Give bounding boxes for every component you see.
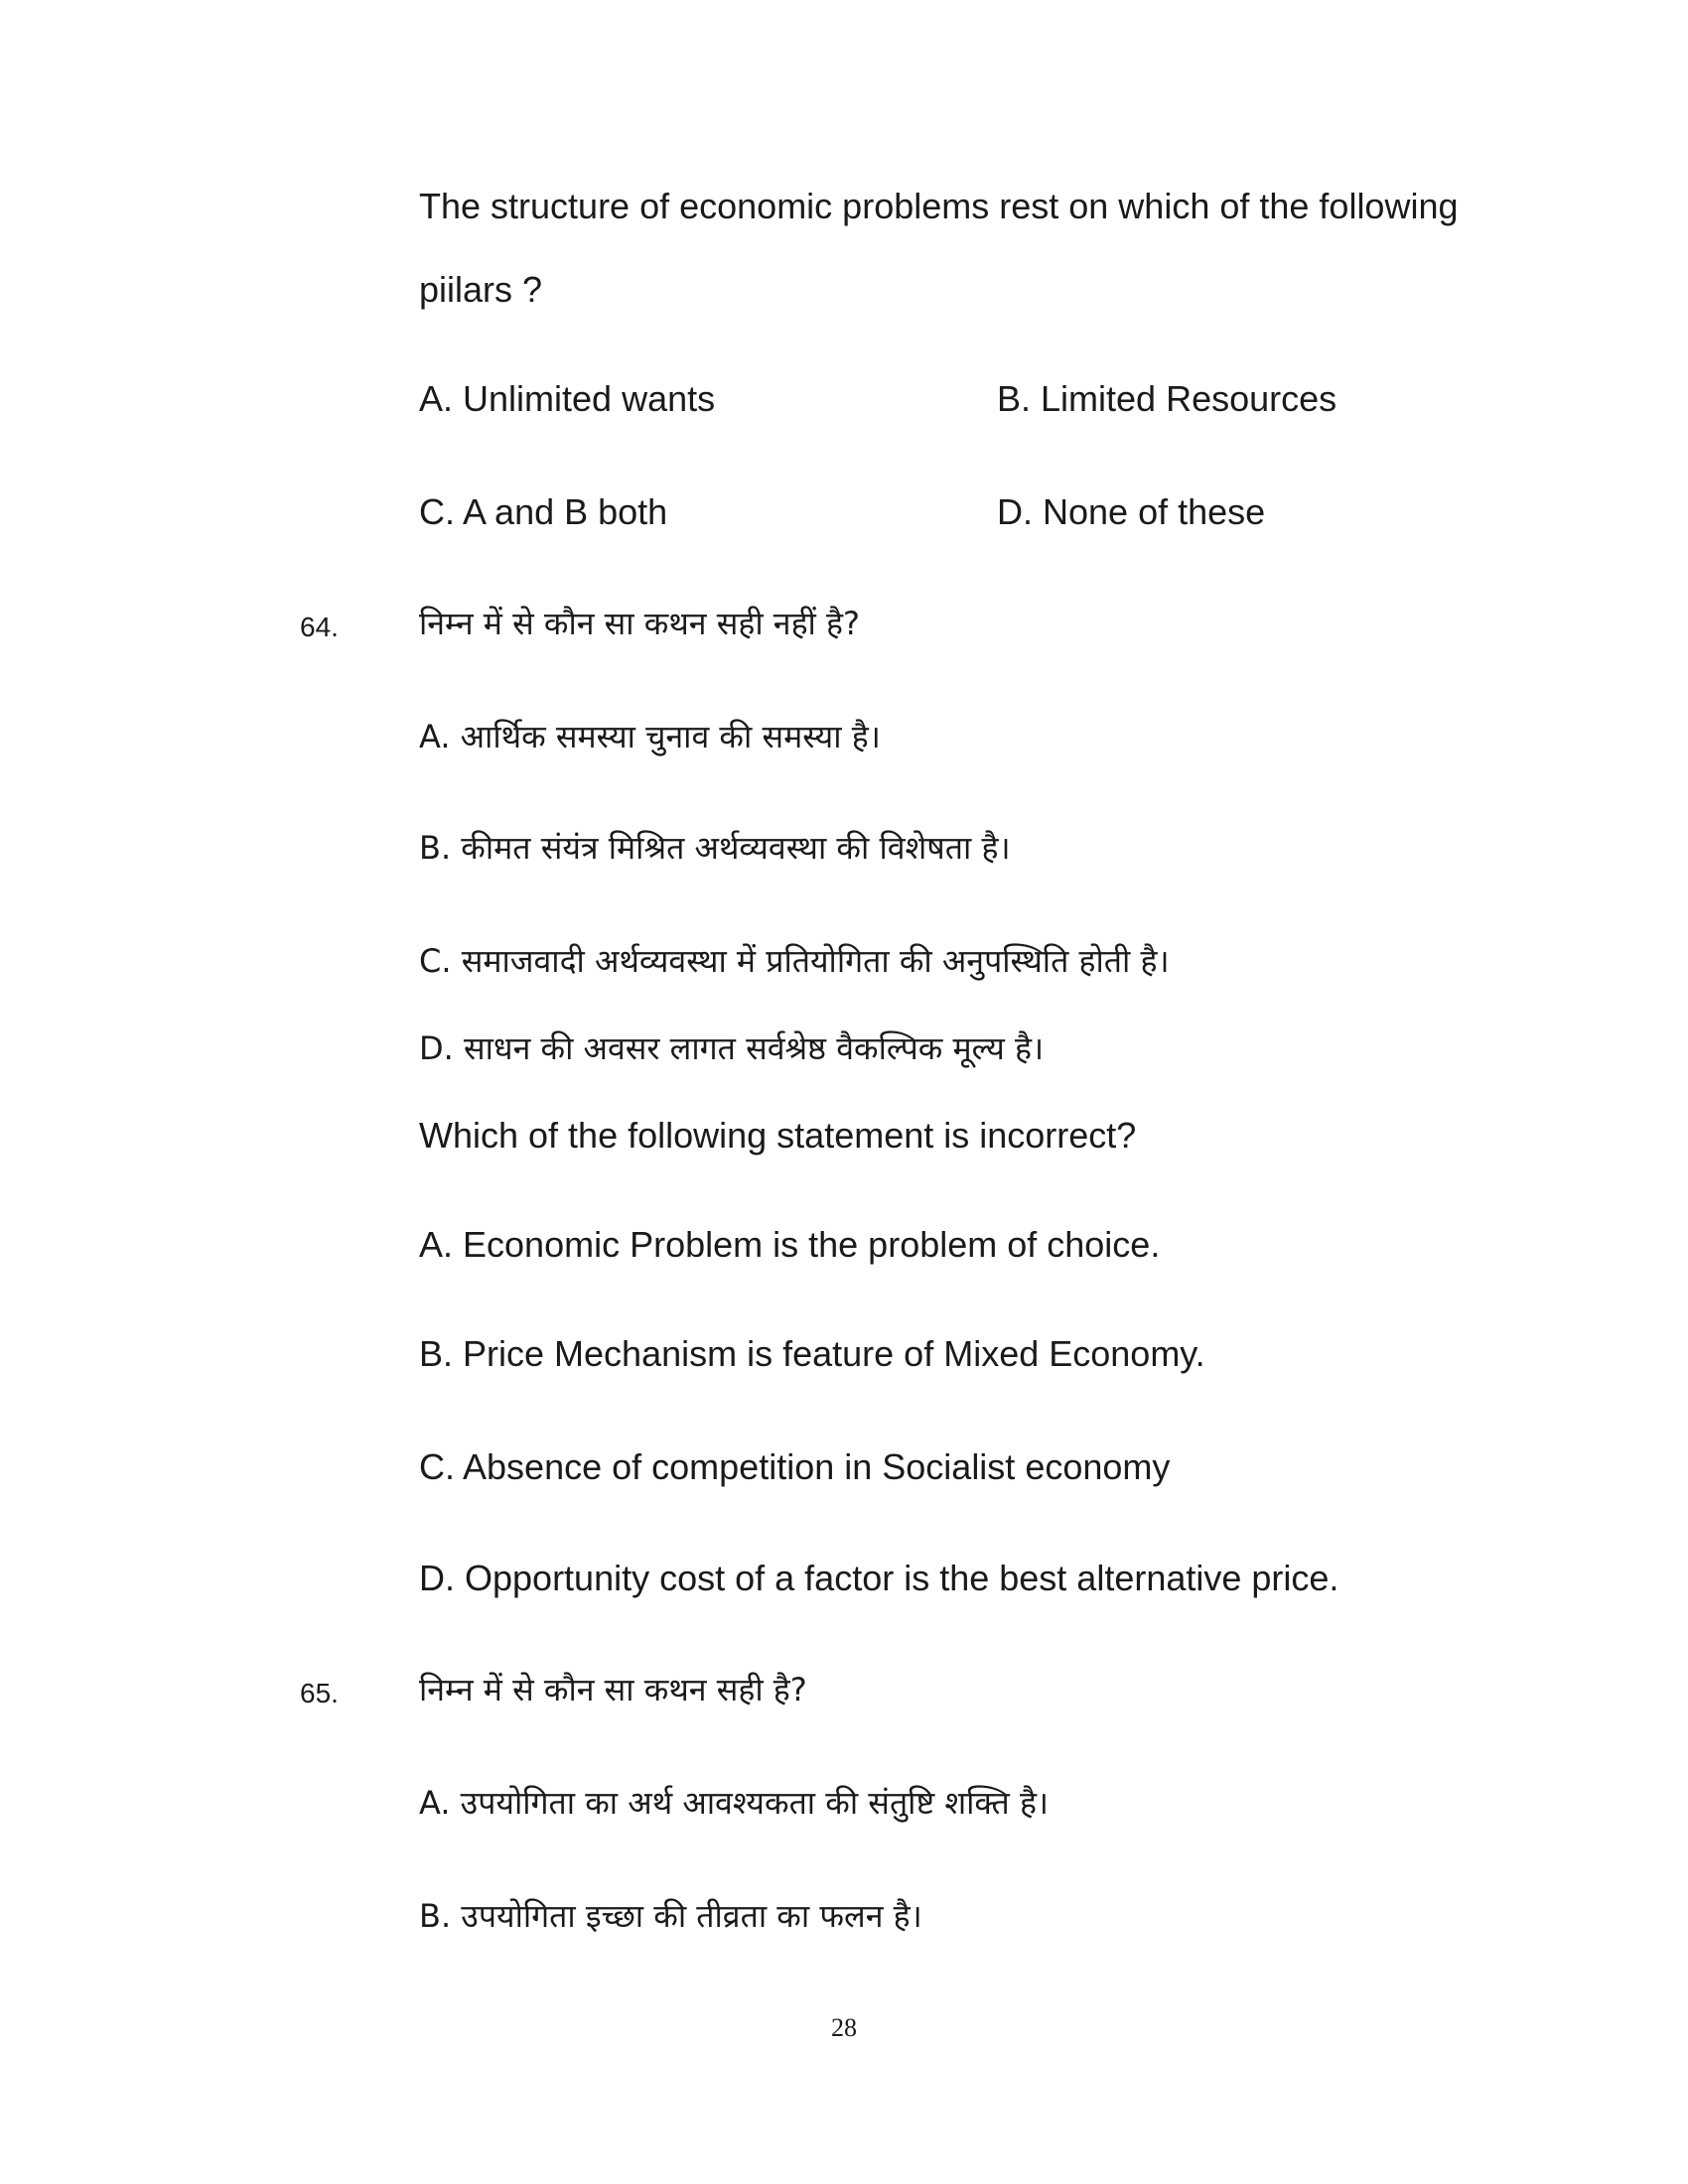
q64-option-b-hindi: B. कीमत संयंत्र मिश्रित अर्थव्यवस्था की विशेषता है। (419, 829, 1011, 867)
q64-option-b-english: B. Price Mechanism is feature of Mixed Economy. (419, 1333, 1205, 1374)
q63-option-d: D. None of these (997, 491, 1266, 532)
q63-option-a: A. Unlimited wants (419, 378, 716, 419)
q63-option-c: C. A and B both (419, 491, 668, 532)
q65-option-a-hindi: A. उपयोगिता का अर्थ आवश्यकता की संतुष्टि शक्ति है। (419, 1784, 1050, 1822)
q65-option-b-hindi: B. उपयोगिता इच्छा की तीव्रता का फलन है। (419, 1897, 922, 1935)
q65-number: 65. (300, 1678, 339, 1708)
page-number: 28 (831, 2013, 857, 2042)
q64-option-c-hindi: C. समाजवादी अर्थव्यवस्था में प्रतियोगिता की अनुपस्थिति होती है। (419, 942, 1170, 980)
q64-number: 64. (300, 612, 339, 642)
q65-question-hindi: निम्न में से कौन सा कथन सही है? (419, 1671, 807, 1708)
q63-question-line1: The structure of economic problems rest on which of the following (419, 186, 1459, 226)
q64-question-hindi: निम्न में से कौन सा कथन सही नहीं है? (419, 605, 860, 642)
q64-option-c-english: C. Absence of competition in Socialist economy (419, 1446, 1171, 1487)
q64-option-a-hindi: A. आर्थिक समस्या चुनाव की समस्या है। (419, 718, 881, 755)
q64-option-d-hindi: D. साधन की अवसर लागत सर्वश्रेष्ठ वैकल्पिक मूल्य है। (419, 1029, 1045, 1067)
q63-question-line2: piilars ? (419, 269, 543, 310)
q63-option-b: B. Limited Resources (997, 378, 1337, 419)
q64-option-a-english: A. Economic Problem is the problem of choice. (419, 1224, 1161, 1265)
q64-question-english: Which of the following statement is incorrect? (419, 1115, 1137, 1156)
q64-option-d-english: D. Opportunity cost of a factor is the best alternative price. (419, 1558, 1339, 1598)
